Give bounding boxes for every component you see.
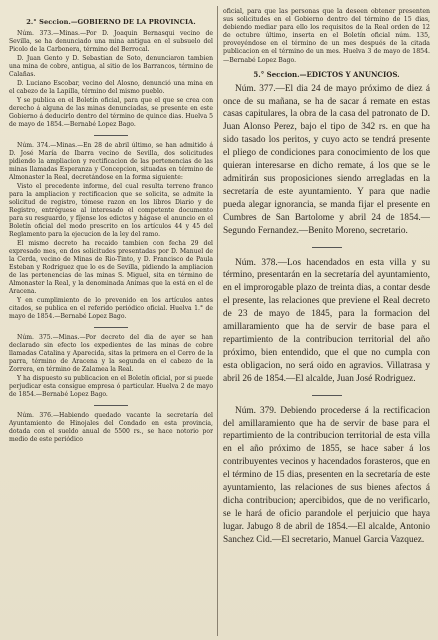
notice-376-p1: Núm. 376.—Habiendo quedado vacante la secretaría del Ayuntamiento de Hinojales del Condado en esta provincia, dotada con el sueldo anual de 5500 rs., se hace notorio por medio de este periódico xyxy=(9,412,213,443)
notice-374-p2: Visto el precedente informe, del cual resulta terreno franco para la ampliacion y rectificacion que se solicita, se admite la solicitud de registro, tómese razon en los libros Diario y de Registro, entréguese al interesado el competente documento para su resguardo, y fíjense los edictos y hágase el anuncio en el Boletín oficial del modo prescrito en los artículos 44 y 45 del Reglamento para la ejecucion de la ley del ramo. xyxy=(9,183,213,238)
section-title-gobierno: 2.° Seccion.—GOBIERNO DE LA PROVINCIA. xyxy=(26,18,196,26)
notice-373-p2: D. Juan Gento y D. Sebastian de Soto, denunciaron tambien una mina de cobre, antigua, al sitio de los Barrancos, término de Calañas. xyxy=(9,55,213,78)
notice-373-p1: Núm. 373.—Minas.—Por D. Joaquin Bernasqui vecino de Sevilla, se ha denunciado una mina antigua en el subsuelo del Picolo de la Carbonera, término del Berrocal. xyxy=(9,30,213,53)
notice-375-p1: Núm. 375.—Minas.—Por decreto del dia de ayer se han declarado sin efecto los expedientes de las minas de cobre llamadas Catalina y Aparecida, sitas la primera en el Cerro de la parra, término de Aracena y la segunda en el cabezo de la Zorrera, en término de Zalamea la Real. xyxy=(9,334,213,373)
notice-379: Núm. 379. Debiendo procederse á la rectificacion del amillaramiento que ha de servir de base para el repartimiento de la contribucion territorial de esta villa en el año próximo de 1855, se hace saber á los contribuyentes vecinos y hacendados forasteros, que en el término de 15 dias, presenten en la secretaría de este ayuntamiento, las relaciones de sus bienes afectos á dicha contribucion; apercibidos, que de no verificarlo, se le hará de oficio parandole el perjuicio que haya lugar. Jabugo 8 de abril de 1854.—El alcalde, Antonio Sanchez Cid.—El secretario, Manuel Garcia Vazquez. xyxy=(223,405,430,545)
notice-374-p4: Y en cumplimiento de lo prevenido en los artículos antes citados, se publica en el referido periódico oficial. Huelva 1.° de mayo de 1854.—Bernabé Lopez Bago. xyxy=(9,297,213,320)
notice-373-p3: D. Luciano Escobar, vecino del Alosno, denunció una mina en el cabezo de la Lapilla, término del mismo pueblo. xyxy=(9,80,213,95)
separator xyxy=(312,395,342,396)
notice-374-p1: Núm. 374.—Minas.—En 28 de abril último, se han admitido á D. José María de Ibarra vecino de Sevilla, dos solicitudes pidiendo la ampliacion y rectificacion de las pertenencias de las minas llamadas Esperanza y Concepcion, situadas en término de Almonaster la Real, decretándose en la forma siguiente: xyxy=(9,142,213,181)
separator xyxy=(94,327,128,328)
separator xyxy=(312,247,342,248)
notice-377: Núm. 377.—El dia 24 de mayo próximo de diez á once de su mañana, se ha de sacar á remate en estas casas capitulares, la obra de la casa del patronato de D. Juan Alonso Perez, bajo el tipo de 342 rs. en que ha sido tasado los peritos, y cuyo acto se tendrá presente el pliego de condiciones para conocimiento de los que quieran interesarse en dicho remate, á los que se le admitirán sus proposiciones siendo arregladas en la secretaría de este ayuntamiento. Y para que nadie pueda alegar ignorancia, se manda fijar el presente en Cumbres de San Bartolome y abril 24 de 1854.—Segundo Fernandez.—Benito Moreno, secretario. xyxy=(223,83,430,236)
section-title-edictos: 5.° Seccion.—EDICTOS Y ANUNCIOS. xyxy=(253,69,400,79)
notice-373-p4: Y se publica en el Boletín oficial, para que el que se crea con derecho á alguna de las minas denunciadas, se presente en este Gobierno á deducirlo dentro del término de quince dias. Huelva 5 de mayo de 1854.—Bernabé Lopez Bago. xyxy=(9,97,213,128)
notice-378: Núm. 378.—Los hacendados en esta villa y su término, presentarán en la secretaría del ayuntamiento, en el improrogable plazo de treinta dias, a contar desde el presente, las relaciones que previene el Real decreto de 23 de mayo de 1845, para la formacion del amillaramiento que ha de servir de base para el repartimiento de la contribucion territorial del año próximo, bien entendido, que el que no cumpla con esta obligacion, no será oido en agravios. Villatrasa y abril 26 de 1854.—El alcalde, Juan José Rodriguez. xyxy=(223,257,430,384)
notice-374-p3: El mismo decreto ha recaido tambien con fecha 29 del expresado mes, en dos solicitudes presentadas por D. Manuel de la Cerda, vecino de Minas de Rio-Tinto, y D. Francisco de Paula Esteban y Rodriguez que lo es de Sevilla, pidiendo la ampliacion de las pertenencias de las minas S. Miguel, sita en término de Almonaster la Real, y la denominada Animas que la está en el de Aracena. xyxy=(9,240,213,295)
notice-376-continuation: oficial, para que las personas que la deseen obtener presenten sus solicitudes en el Gobierno dentro del término de 15 dias, debiendo mediar para ello los requisitos de la Real orden de 12 de octubre último, inserta en el Boletín oficial núm. 135, proveyéndose en el término de un mes después de la citada publicacion en el término de un mes. Huelva 3 de mayo de 1854.—Bernabé Lopez Bago. xyxy=(223,8,430,64)
separator xyxy=(94,135,128,136)
left-column xyxy=(9,8,213,634)
column-divider xyxy=(217,6,218,636)
notice-375-p2: Y ha dispuesto su publicacion en el Boletín oficial, por si puede perjudicar esta consigue empresa ó particular. Huelva 2 de mayo de 1854.—Bernabé Lopez Bago. xyxy=(9,375,213,398)
right-column xyxy=(223,8,430,634)
separator xyxy=(94,405,128,406)
